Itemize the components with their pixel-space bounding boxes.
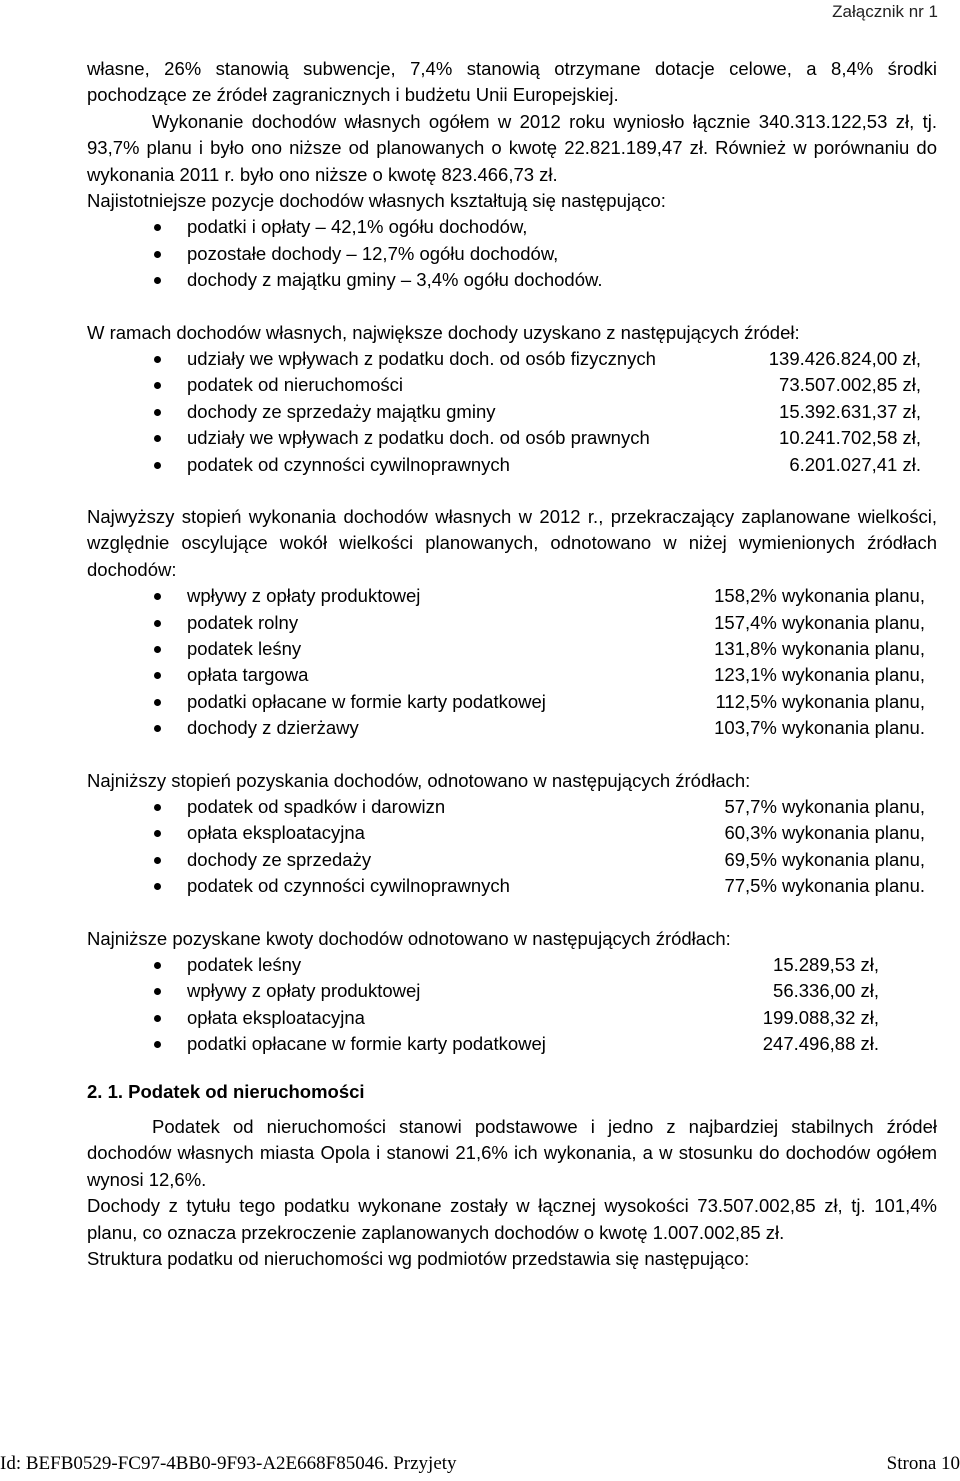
paragraph: Dochody z tytułu tego podatku wykonane zostały w łącznej wysokości 73.507.002,85 zł, tj. 101,4% planu, co oznacza przekroczenie zaplanowanych dochodów o kwotę 1.007.002,85 zł.: [87, 1195, 937, 1243]
bullet-list: [87, 794, 937, 900]
list-item: podatki opłacane w formie karty podatkowej 112,5% wykonania planu,: [87, 689, 937, 715]
list-item: opłata eksploatacyjna 199.088,32 zł,: [87, 1005, 937, 1031]
list-item: udziały we wpływach z podatku doch. od osób prawnych 10.241.702,58 zł,: [87, 425, 937, 451]
list-item: dochody z dzierżawy 103,7% wykonania planu.: [87, 715, 937, 741]
paragraph: Struktura podatku od nieruchomości wg podmiotów przedstawia się następująco:: [87, 1247, 750, 1269]
list-item: udziały we wpływach z podatku doch. od osób fizycznych 139.426.824,00 zł,: [87, 346, 937, 372]
bullet-list: [87, 346, 937, 478]
list-item: opłata targowa 123,1% wykonania planu,: [87, 662, 937, 688]
paragraph: własne, 26% stanowią subwencje, 7,4% stanowią otrzymane dotacje celowe, a 8,4% środki pochodzące ze źródeł zagranicznych i budżetu Unii Europejskiej.: [87, 58, 937, 106]
bullet-list: [87, 214, 937, 293]
paragraph: W ramach dochodów własnych, największe dochody uzyskano z następujących źródeł:: [87, 321, 800, 343]
list-item: podatek leśny 131,8% wykonania planu,: [87, 636, 937, 662]
list-item: podatek leśny 15.289,53 zł,: [87, 952, 937, 978]
document-body: [87, 56, 937, 1272]
list-item: podatek od czynności cywilnoprawnych 77,5% wykonania planu.: [87, 873, 937, 899]
list-item: opłata eksploatacyjna 60,3% wykonania planu,: [87, 820, 937, 846]
list-item: podatek rolny 157,4% wykonania planu,: [87, 610, 937, 636]
paragraph: Najwyższy stopień wykonania dochodów własnych w 2012 r., przekraczający zaplanowane wielkości, względnie oscylujące wokół wielkości planowanych, odnotowano w niżej wymienionych źródłach dochodów:: [87, 505, 937, 580]
list-item: podatki opłacane w formie karty podatkowej 247.496,88 zł.: [87, 1031, 937, 1057]
page-number: Strona 10: [886, 1453, 960, 1474]
list-item: wpływy z opłaty produktowej 56.336,00 zł,: [87, 978, 937, 1004]
bullet-list: [87, 583, 937, 741]
list-item: dochody ze sprzedaży 69,5% wykonania planu,: [87, 847, 937, 873]
document-id: Id: BEFB0529-FC97-4BB0-9F93-A2E668F85046. Przyjety: [0, 1453, 457, 1474]
paragraph: Podatek od nieruchomości stanowi podstawowe i jedno z najbardziej stabilnych źródeł dochodów własnych miasta Opola i stanowi 21,6% ich wykonania, a w stosunku do dochodów ogółem wynosi 12,6%.: [87, 1115, 937, 1190]
paragraph: Wykonanie dochodów własnych ogółem w 2012 roku wyniosło łącznie 340.313.122,53 zł, tj. 93,7% planu i było ono niższe od planowanych o kwotę 22.821.189,47 zł. Również w porównaniu do wykonania 2011 r. było ono niższe o kwotę 823.466,73 zł.: [87, 110, 937, 185]
list-item: wpływy z opłaty produktowej 158,2% wykonania planu,: [87, 583, 937, 609]
list-item: podatek od spadków i darowizn 57,7% wykonania planu,: [87, 794, 937, 820]
paragraph: Najniższy stopień pozyskania dochodów, odnotowano w następujących źródłach:: [87, 769, 751, 791]
list-item: dochody ze sprzedaży majątku gminy 15.392.631,37 zł,: [87, 399, 937, 425]
list-item: dochody z majątku gminy – 3,4% ogółu dochodów.: [87, 267, 937, 293]
list-item: podatki i opłaty – 42,1% ogółu dochodów,: [87, 214, 937, 240]
attachment-label: Załącznik nr 1: [832, 2, 938, 21]
list-item: podatek od czynności cywilnoprawnych 6.201.027,41 zł.: [87, 452, 937, 478]
paragraph: Najistotniejsze pozycje dochodów własnych kształtują się następująco:: [87, 190, 666, 212]
list-item: pozostałe dochody – 12,7% ogółu dochodów,: [87, 241, 937, 267]
paragraph: Najniższe pozyskane kwoty dochodów odnotowano w następujących źródłach:: [87, 927, 731, 949]
bullet-list: [87, 952, 937, 1058]
list-item: podatek od nieruchomości 73.507.002,85 zł,: [87, 372, 937, 398]
section-heading: 2. 1. Podatek od nieruchomości: [87, 1081, 365, 1103]
